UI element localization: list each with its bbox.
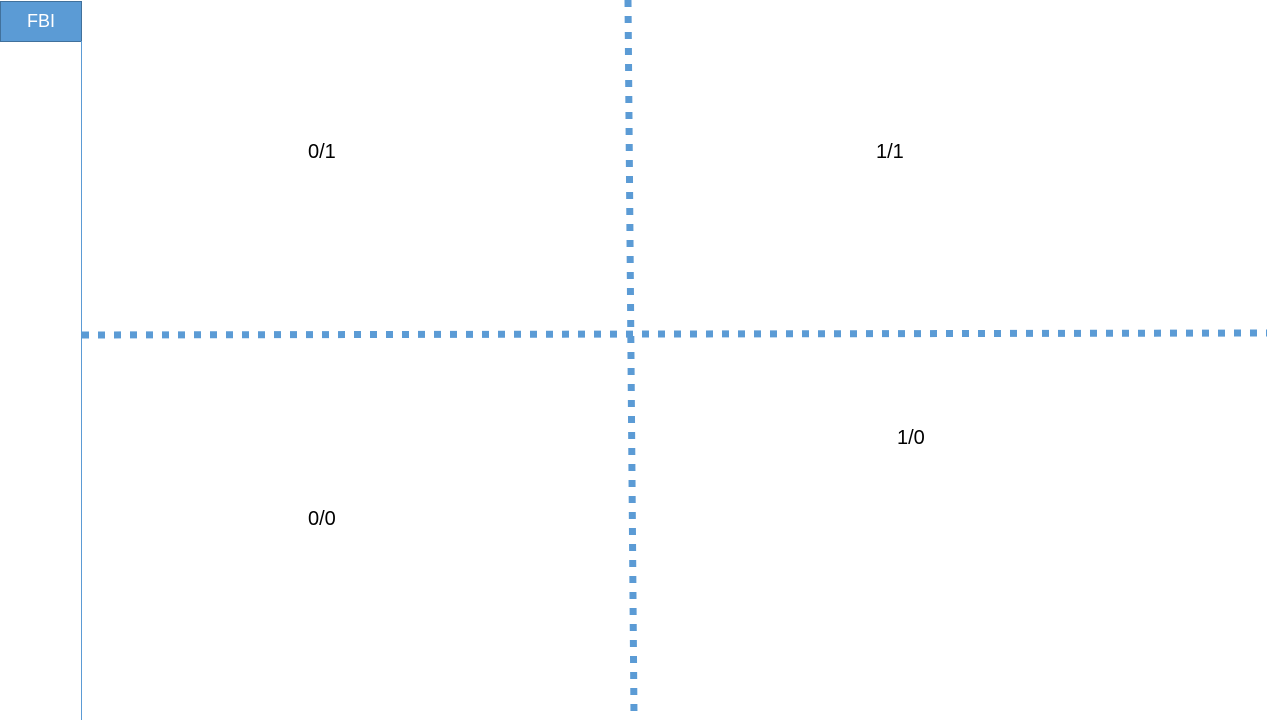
fbi-tag-box: FBI	[0, 1, 82, 42]
quadrant-label-top-left: 0/1	[308, 141, 336, 163]
horizontal-axis	[82, 333, 1267, 335]
quadrant-label-bottom-right: 1/0	[897, 427, 925, 449]
vertical-axis	[628, 0, 634, 716]
quadrant-label-top-right: 1/1	[876, 141, 904, 163]
quadrant-label-bottom-left: 0/0	[308, 508, 336, 530]
